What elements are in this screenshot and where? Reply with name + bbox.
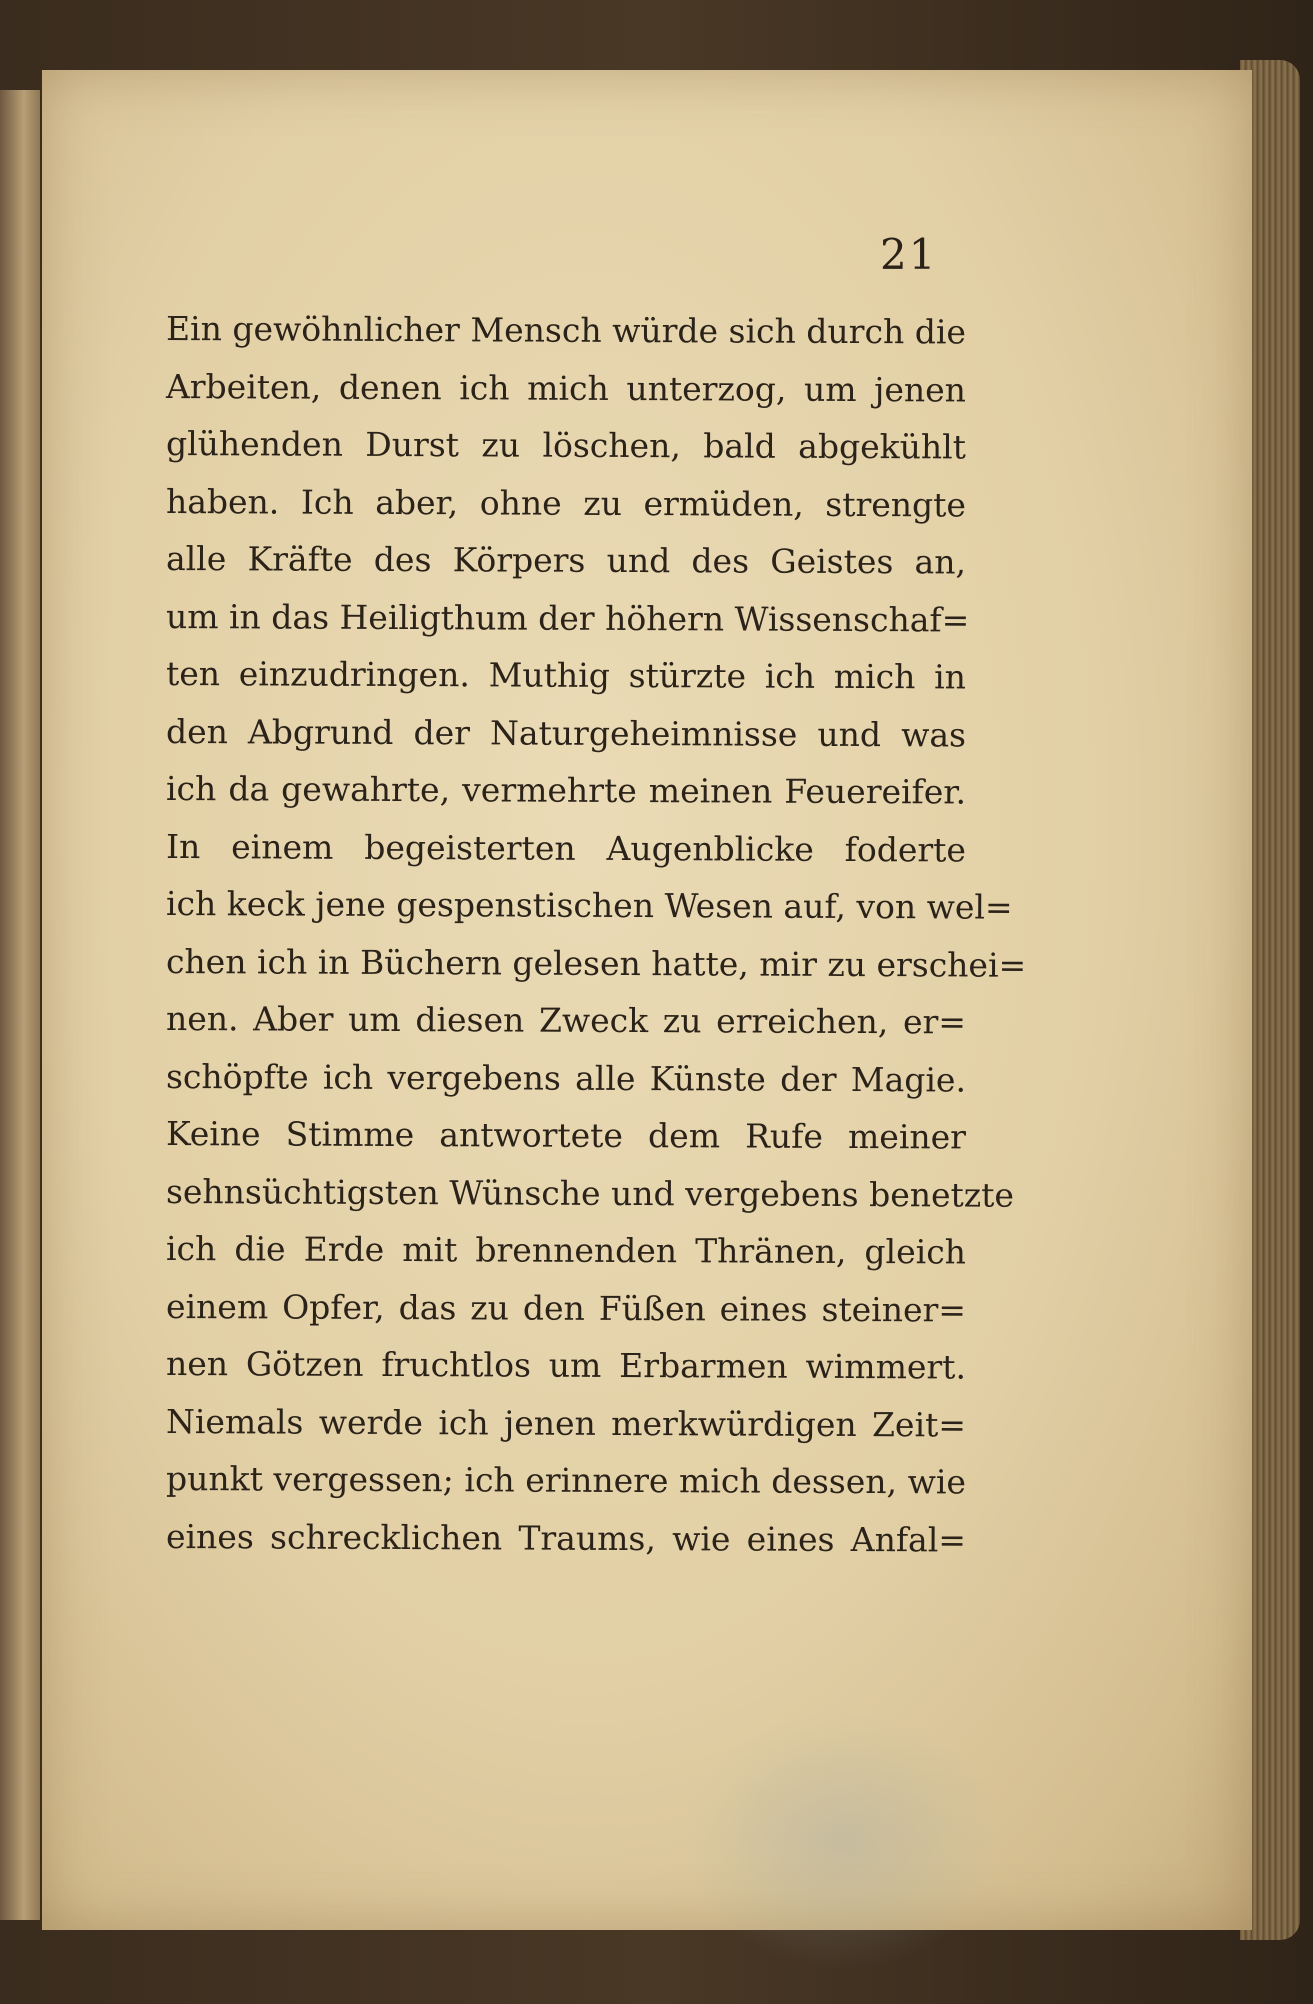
text-line: ten einzudringen. Muthig stürzte ich mich in — [165, 654, 967, 697]
left-page-edge — [0, 90, 40, 1920]
text-line: In einem begeisterten Augenblicke foderte — [165, 826, 967, 869]
text-line: chen ich in Büchern gelesen hatte, mir zu erschei= — [165, 941, 1027, 985]
water-stain — [682, 1710, 1002, 1970]
text-line: sehnsüchtigsten Wünsche und vergebens benetzte — [165, 1171, 1015, 1215]
text-line: glühenden Durst zu löschen, bald abgekühlt — [165, 424, 967, 467]
text-line: ich da gewahrte, vermehrte meinen Feuereifer. — [165, 769, 967, 812]
text-line: haben. Ich aber, ohne zu ermüden, strengte — [165, 481, 967, 524]
text-line: Ein gewöhnlicher Mensch würde sich durch die — [165, 309, 967, 352]
text-line: punkt vergessen; ich erinnere mich dessen, wie — [165, 1459, 967, 1502]
text-line: ich die Erde mit brennenden Thränen, gleich — [165, 1229, 967, 1272]
text-line: Arbeiten, denen ich mich unterzog, um jenen — [165, 366, 967, 409]
text-line: schöpfte ich vergebens alle Künste der Magie. — [165, 1056, 967, 1099]
text-line: um in das Heiligthum der höhern Wissenschaf= — [165, 596, 970, 640]
text-line: nen Götzen fruchtlos um Erbarmen wimmert. — [165, 1344, 967, 1387]
text-line: den Abgrund der Naturgeheimnisse und was — [165, 711, 967, 754]
page-number: 21 — [880, 230, 938, 279]
text-line: Niemals werde ich jenen merkwürdigen Zeit= — [165, 1401, 967, 1444]
text-line: nen. Aber um diesen Zweck zu erreichen, er= — [165, 999, 967, 1042]
text-line: alle Kräfte des Körpers und des Geistes an, — [165, 539, 967, 582]
text-line: ich keck jene gespenstischen Wesen auf, von wel= — [165, 884, 1013, 927]
text-line: Keine Stimme antwortete dem Rufe meiner — [165, 1114, 967, 1157]
text-line: eines schrecklichen Traums, wie eines Anfal= — [165, 1516, 967, 1559]
text-line: einem Opfer, das zu den Füßen eines steiner= — [165, 1286, 967, 1329]
text-block — [165, 300, 1027, 1565]
